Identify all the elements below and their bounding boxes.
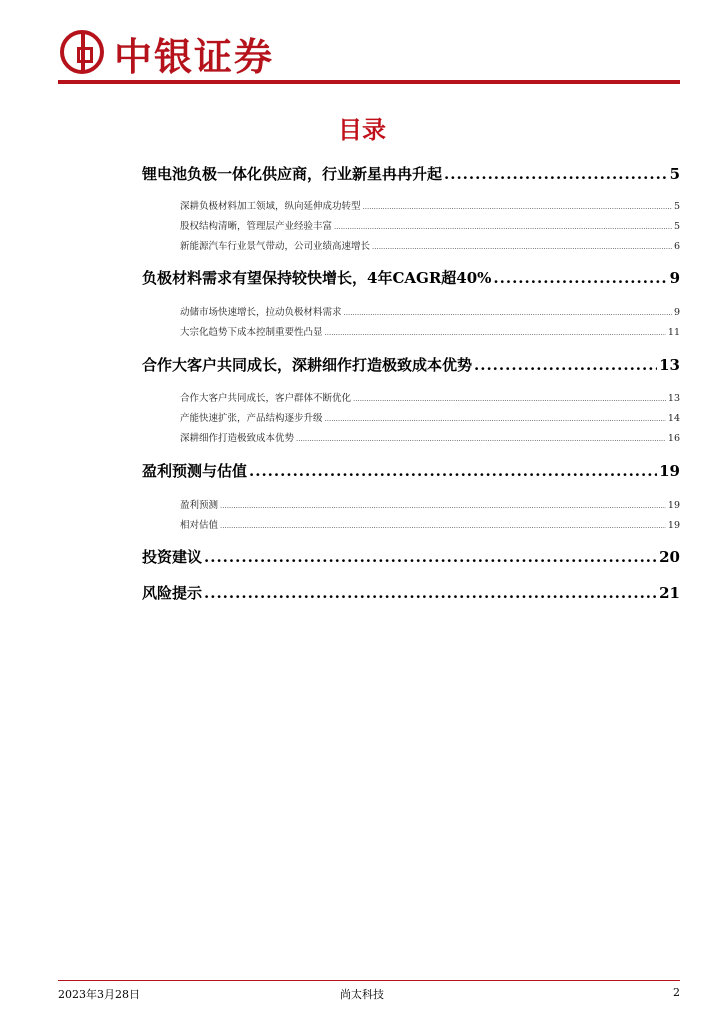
toc-page-number: 11 [667, 327, 680, 338]
toc-subsection[interactable] [180, 238, 680, 252]
footer-page-number: 2 [673, 986, 680, 999]
bank-of-china-logo-icon [60, 30, 104, 74]
toc-page-number: 9 [673, 307, 680, 318]
toc-subsection-title: 合作大客户共同成长，客户群体不断优化 [180, 393, 352, 404]
toc-page-number: 6 [673, 241, 680, 252]
toc-leader [325, 329, 666, 337]
footer-rule [58, 980, 680, 981]
toc-page-number: 19 [659, 462, 680, 480]
toc-subsection[interactable] [180, 497, 680, 511]
toc-section[interactable] [142, 163, 680, 184]
toc-leader [444, 165, 668, 183]
toc-page-number: 5 [669, 165, 680, 183]
toc-page-number: 16 [667, 433, 680, 444]
toc-section-title: 盈利预测与估值 [142, 462, 248, 480]
toc-section[interactable] [142, 582, 680, 603]
toc-leader [344, 309, 672, 317]
header-rule [58, 80, 680, 84]
toc-leader [334, 223, 672, 231]
toc-page-number: 19 [667, 520, 680, 531]
toc-subsection-title: 产能快速扩张，产品结构逐步升级 [180, 413, 323, 424]
toc-leader [204, 548, 657, 566]
page-header [0, 0, 724, 90]
toc-section[interactable] [142, 460, 680, 481]
toc-subsection-title: 动储市场快速增长，拉动负极材料需求 [180, 307, 342, 318]
toc-leader [204, 584, 657, 602]
toc-subsection[interactable] [180, 430, 680, 444]
toc-leader [325, 415, 666, 423]
toc-page-number: 21 [659, 584, 680, 602]
toc-leader [493, 269, 667, 287]
toc-subsection[interactable] [180, 410, 680, 424]
toc-subsection-title: 相对估值 [180, 520, 219, 531]
toc-subsection-title: 深耕负极材料加工领域，纵向延伸成功转型 [180, 201, 361, 212]
toc-leader [249, 462, 657, 480]
toc-leader [220, 502, 666, 510]
toc-leader [353, 395, 666, 403]
toc-page-number: 13 [659, 356, 680, 374]
toc-section[interactable] [142, 354, 680, 375]
toc-subsection-title: 大宗化趋势下成本控制重要性凸显 [180, 327, 323, 338]
toc-subsection-title: 盈利预测 [180, 500, 219, 511]
toc-subsection[interactable] [180, 324, 680, 338]
toc-page-number: 5 [673, 221, 680, 232]
toc-section[interactable] [142, 267, 680, 288]
toc-subsection[interactable] [180, 517, 680, 531]
footer-company: 尚太科技 [340, 988, 384, 1001]
logo-square [77, 47, 93, 63]
toc-leader [372, 243, 672, 251]
toc-leader [296, 435, 666, 443]
toc-page-number: 20 [659, 548, 680, 566]
toc-section-title: 风险提示 [142, 584, 203, 602]
toc-section-title: 锂电池负极一体化供应商，行业新星冉冉升起 [142, 165, 443, 183]
brand-name: 中银证券 [114, 35, 275, 79]
toc-page-number: 19 [667, 500, 680, 511]
toc-section-title: 合作大客户共同成长，深耕细作打造极致成本优势 [142, 356, 473, 374]
toc-subsection-title: 深耕细作打造极致成本优势 [180, 433, 295, 444]
toc-subsection-title: 股权结构清晰，管理层产业经验丰富 [180, 221, 333, 232]
toc-section-title: 负极材料需求有望保持较快增长，4年CAGR超40% [142, 269, 492, 287]
toc-leader [220, 522, 666, 530]
toc-title: 目录 [338, 115, 386, 144]
toc-subsection[interactable] [180, 218, 680, 232]
toc-subsection[interactable] [180, 390, 680, 404]
toc-leader [474, 356, 657, 374]
toc-page-number: 9 [669, 269, 680, 287]
toc-subsection-title: 新能源汽车行业景气带动，公司业绩高速增长 [180, 241, 371, 252]
toc-page-number: 14 [667, 413, 680, 424]
footer-date: 2023年3月28日 [58, 988, 140, 1001]
toc-subsection[interactable] [180, 198, 680, 212]
toc-section-title: 投资建议 [142, 548, 203, 566]
toc-section[interactable] [142, 546, 680, 567]
toc-leader [363, 203, 672, 211]
toc-subsection[interactable] [180, 304, 680, 318]
toc-page-number: 5 [673, 201, 680, 212]
toc-page-number: 13 [667, 393, 680, 404]
